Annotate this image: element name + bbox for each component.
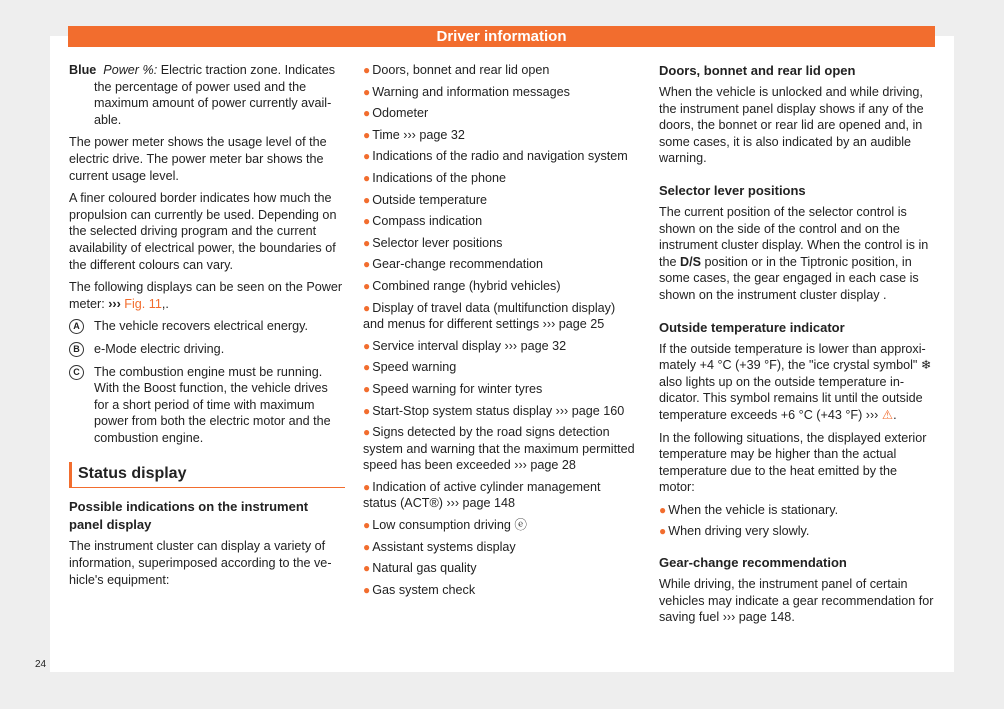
bullet-icon: ●: [363, 518, 371, 533]
bullet-icon: ●: [363, 360, 371, 375]
list-item-text: Signs detected by the road signs detection system and warning that the maximum permitted speed has been exceeded ››› page 28: [363, 425, 635, 473]
text-outside-temp-a: If the outside temperature is lower than approximately +4 °C (+39 °F), the "ice crystal symbol" ❄ also lights up on the outside temperature indicator. This symbol remains lit until the outside temperature exceeds +6 °C (+43 °F) ›››: [659, 341, 932, 422]
bullet-icon: ●: [363, 403, 371, 418]
cross-ref-arrows: ›››: [108, 296, 121, 311]
list-item: [363, 105, 635, 122]
paragraph-3: [69, 279, 345, 312]
list-item: [363, 148, 635, 165]
list-item-text: Indications of the phone: [372, 170, 506, 185]
blue-zone-entry: [69, 62, 345, 128]
list-item-text: Start-Stop system status display ››› page 160: [372, 403, 625, 418]
page-header: Driver information: [68, 26, 935, 47]
fig-link[interactable]: Fig. 11: [120, 296, 162, 311]
list-item: [659, 502, 935, 519]
list-item-text: Low consumption driving ⓔ: [372, 518, 527, 533]
list-item: [363, 300, 635, 333]
column-middle: [363, 62, 635, 603]
list-item: [363, 560, 635, 577]
list-item: [363, 338, 635, 355]
list-item-text: Warning and information messages: [372, 84, 570, 99]
list-item-text: Combined range (hybrid vehicles): [372, 278, 561, 293]
bullet-icon: ●: [363, 214, 371, 229]
list-item: [659, 523, 935, 540]
bullet-icon: ●: [363, 539, 371, 554]
list-item-text: Time ››› page 32: [372, 127, 465, 142]
list-item: [363, 424, 635, 474]
bullet-icon: ●: [363, 381, 371, 396]
text-outside-temp: [659, 341, 935, 424]
callout-badge-b: B: [69, 342, 84, 357]
list-item-text: Odometer: [372, 106, 429, 121]
list-item: [363, 170, 635, 187]
list-item: [363, 359, 635, 376]
list-item-text: Assistant systems display: [372, 539, 516, 554]
bullet-icon: ●: [363, 192, 371, 207]
section-title: Status display: [69, 462, 345, 488]
bullet-icon: ●: [363, 170, 371, 185]
callout-b: [69, 341, 345, 358]
callout-c: [69, 364, 345, 447]
list-item: [363, 235, 635, 252]
text-selector-b: position or in the Tiptronic position, in some cases, the gear engaged in each case is shown on the instrument cluster display .: [659, 254, 919, 302]
list-item: [363, 539, 635, 556]
heading-outside-temp: Outside temperature indicator: [659, 319, 845, 335]
paragraph-2: A finer coloured border indicates how much the propulsion can currently be used. Depending on the selected driving program and the current availability of electrical power, the boundaries of the different colours can vary.: [69, 191, 337, 272]
list-item: [363, 84, 635, 101]
list-item: [363, 479, 635, 512]
list-item: [363, 582, 635, 599]
list-item-text: Gas system check: [372, 582, 476, 597]
bullet-icon: ●: [363, 106, 371, 121]
list-item: [363, 403, 635, 420]
list-item-text: When driving very slowly.: [668, 524, 810, 539]
callout-text-b: e-Mode electric driving.: [94, 341, 225, 356]
text-selector-a: The current position of the selector control is shown on the side of the control and on the instrument cluster display. When the control is in the: [659, 204, 929, 269]
bullet-icon: ●: [363, 257, 371, 272]
page-number: 24: [35, 659, 47, 670]
bullet-icon: ●: [363, 127, 371, 142]
blue-label: Blue: [69, 63, 97, 77]
heading-selector: Selector lever positions: [659, 182, 806, 198]
bullet-icon: ●: [363, 149, 371, 164]
list-item: [363, 278, 635, 295]
blue-power-label: Power %:: [103, 63, 158, 77]
list-item: [363, 517, 635, 534]
list-item: [363, 256, 635, 273]
bullet-icon: ●: [659, 524, 667, 539]
list-item: [363, 381, 635, 398]
ds-position: D/S: [680, 254, 702, 269]
bullet-icon: ●: [363, 300, 371, 315]
list-item-text: Display of travel data (multifunction display) and menus for different settings ››› page 25: [363, 300, 616, 332]
bullet-icon: ●: [363, 235, 371, 250]
column-right: [659, 62, 935, 632]
list-item-text: Outside temperature: [372, 192, 488, 207]
blue-text: Electric traction zone. Indicates the percentage of power used and the maximum amount of power currently available.: [94, 63, 335, 127]
list-item-text: Indication of active cylinder management status (ACT®) ››› page 148: [363, 479, 601, 511]
list-item: [363, 192, 635, 209]
bullet-icon: ●: [363, 582, 371, 597]
list-item-text: Natural gas quality: [372, 561, 477, 576]
text-selector: [659, 204, 935, 304]
bullet-icon: ●: [363, 63, 371, 77]
callout-badge-c: C: [69, 365, 84, 380]
bullet-icon: ●: [363, 338, 371, 353]
list-item: [363, 213, 635, 230]
list-item-text: Gear-change recommendation: [372, 257, 544, 272]
sub-heading: Possible indications on the instrument panel display: [69, 499, 309, 533]
list-item: [363, 127, 635, 144]
text-doors: When the vehicle is unlocked and while driving, the instrument panel display shows if any of the doors, the bonnet or rear lid are opened and, in some cases, it is also indicated by an audible warning.: [659, 85, 924, 166]
list-item-text: Selector lever positions: [372, 235, 503, 250]
paragraph-3-end: ,.: [161, 296, 169, 311]
bullet-icon: ●: [363, 84, 371, 99]
list-item: [363, 62, 635, 79]
text-situations: In the following situations, the displayed exterior temperature may be higher than the actual temperature due to the heat emitted by the motor:: [659, 430, 927, 495]
list-item-text: Compass indication: [372, 214, 483, 229]
bullet-icon: ●: [363, 479, 371, 494]
callout-badge-a: A: [69, 319, 84, 334]
bullet-icon: ●: [659, 502, 667, 517]
paragraph-3-text: The following displays can be seen on the Power meter:: [69, 280, 343, 311]
list-item-text: When the vehicle is stationary.: [668, 502, 839, 517]
bullet-icon: ●: [363, 561, 371, 576]
callout-text-c: The combustion engine must be running. With the Boost function, the vehicle drives for a short period of time with maximum power from both the electric motor and the combustion engine.: [94, 364, 331, 445]
bullet-icon: ●: [363, 425, 371, 440]
list-item-text: Indications of the radio and navigation system: [372, 149, 628, 164]
callout-text-a: The vehicle recovers electrical energy.: [94, 319, 308, 334]
heading-doors: Doors, bonnet and rear lid open: [659, 63, 856, 78]
text-gear-change: While driving, the instrument panel of certain vehicles may indicate a gear recommendation for saving fuel ››› page 148.: [659, 577, 934, 625]
list-item-text: Doors, bonnet and rear lid open: [372, 63, 550, 77]
list-item-text: Speed warning: [372, 360, 457, 375]
warning-icon: ⚠: [881, 407, 894, 422]
text-outside-temp-end: .: [893, 407, 897, 422]
callout-a: [69, 318, 345, 335]
bullet-icon: ●: [363, 278, 371, 293]
heading-gear-change: Gear-change recommendation: [659, 555, 847, 571]
column-left: [69, 62, 345, 594]
paragraph-1: The power meter shows the usage level of the electric drive. The power meter bar shows the current usage level.: [69, 135, 327, 183]
sub-text: The instrument cluster can display a variety of information, superimposed according to the vehicle's equipment:: [69, 539, 332, 587]
list-item-text: Service interval display ››› page 32: [372, 338, 567, 353]
list-item-text: Speed warning for winter tyres: [372, 381, 543, 396]
